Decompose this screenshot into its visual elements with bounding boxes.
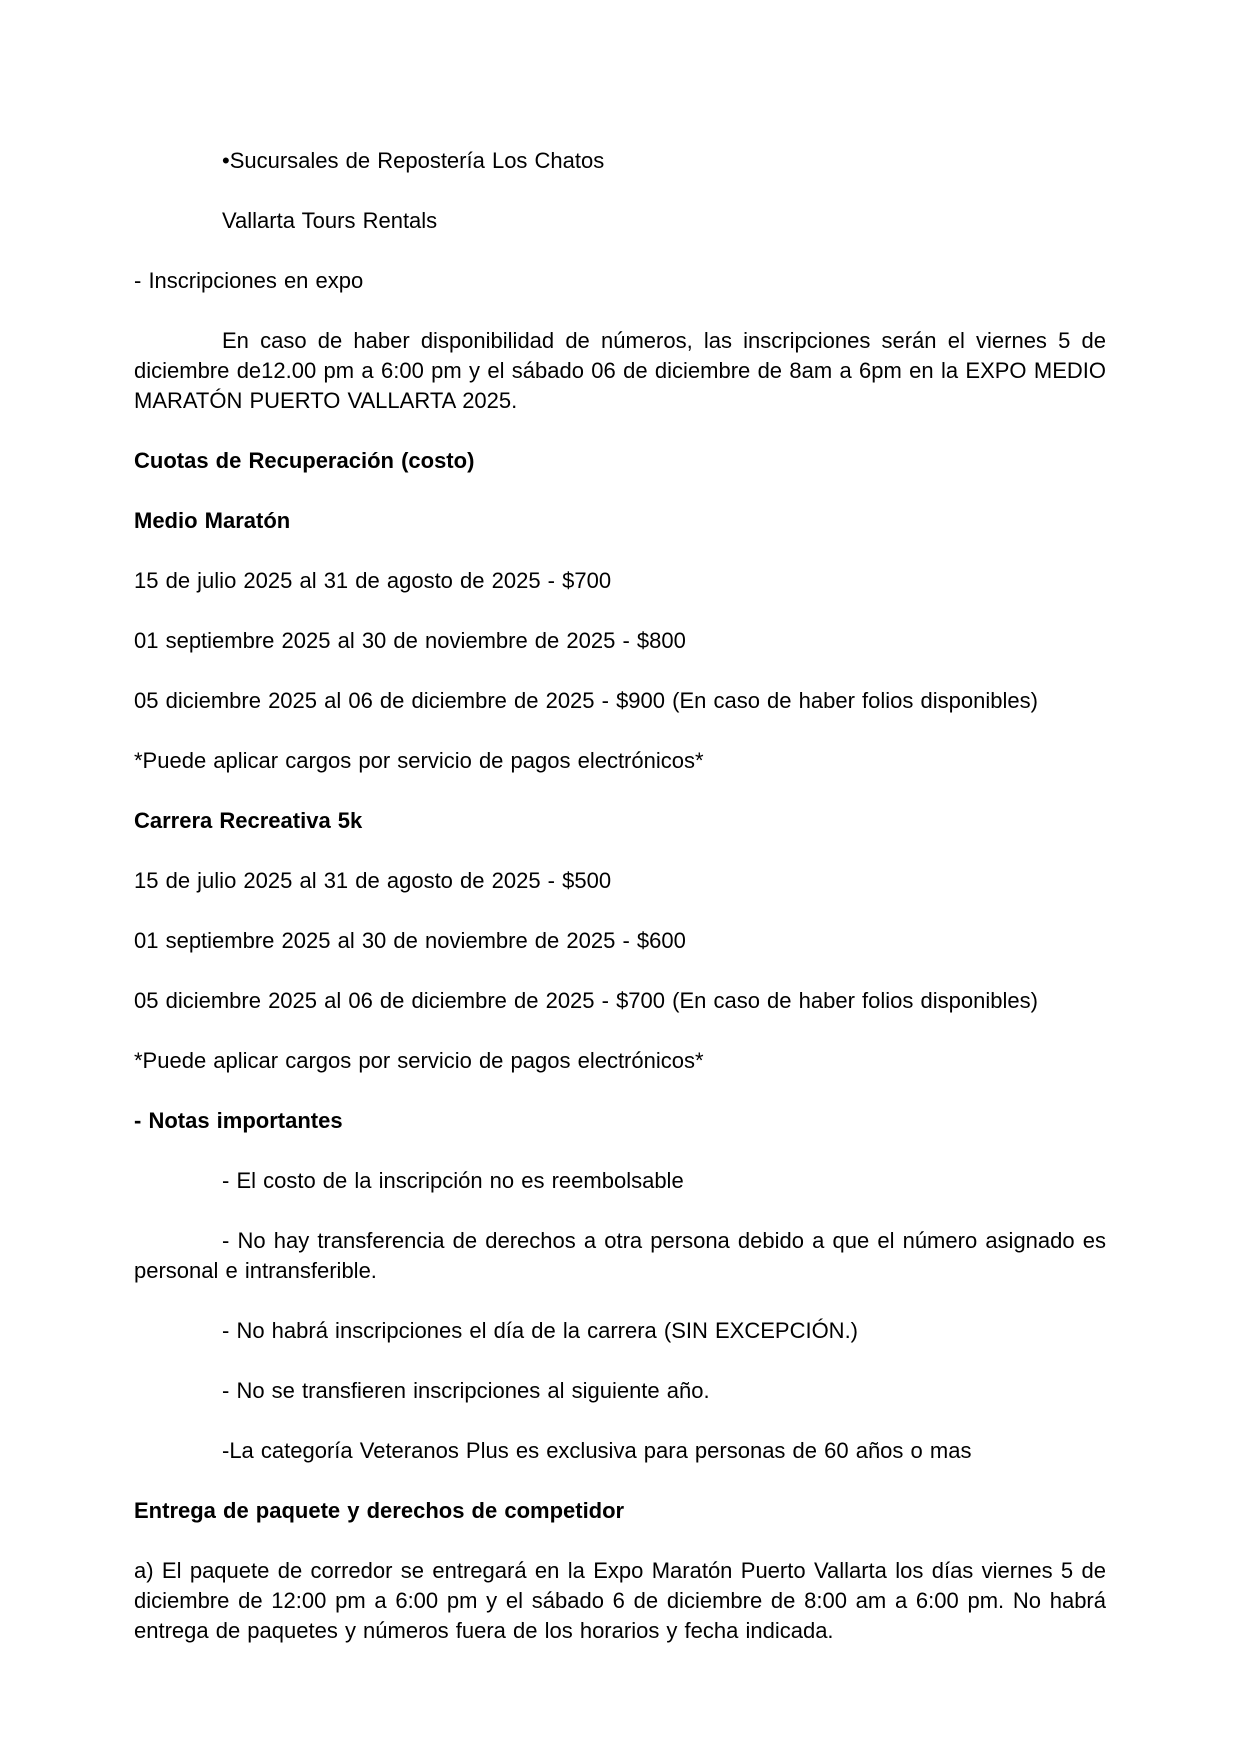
- heading-cuotas-de-recuperacion: Cuotas de Recuperación (costo): [134, 448, 475, 473]
- heading-inscripciones-en-expo: - Inscripciones en expo: [134, 268, 364, 293]
- nota-cargos-electronicos-1: *Puede aplicar cargos por servicio de pagos electrónicos*: [134, 748, 704, 773]
- nota-no-transfieren-siguiente-ano: - No se transfieren inscripciones al siguiente año.: [222, 1378, 710, 1403]
- precio-medio-maraton-periodo-3: 05 diciembre 2025 al 06 de diciembre de 2025 - $900 (En caso de haber folios disponibles): [134, 688, 1038, 713]
- heading-entrega-de-paquete: Entrega de paquete y derechos de competidor: [134, 1498, 625, 1523]
- bullet-sucursales-reposteria: •Sucursales de Repostería Los Chatos: [222, 148, 605, 173]
- nota-no-reembolsable: - El costo de la inscripción no es reembolsable: [222, 1168, 684, 1193]
- precio-medio-maraton-periodo-2: 01 septiembre 2025 al 30 de noviembre de 2025 - $800: [134, 628, 686, 653]
- heading-carrera-recreativa-5k: Carrera Recreativa 5k: [134, 808, 363, 833]
- precio-5k-periodo-3: 05 diciembre 2025 al 06 de diciembre de 2025 - $700 (En caso de haber folios disponibles): [134, 988, 1038, 1013]
- paragraph-entrega-paquete-detalle: a) El paquete de corredor se entregará en la Expo Maratón Puerto Vallarta los días viernes 5 de diciembre de 12:00 pm a 6:00 pm y el sábado 6 de diciembre de 8:00 am a 6:00 pm. No habrá entrega de paquetes y números fuera de los horarios y fecha indicada.: [134, 1558, 1106, 1643]
- precio-5k-periodo-1: 15 de julio 2025 al 31 de agosto de 2025 - $500: [134, 868, 612, 893]
- heading-notas-importantes: - Notas importantes: [134, 1108, 343, 1133]
- bullet-vallarta-tours-rentals: Vallarta Tours Rentals: [222, 208, 438, 233]
- paragraph-inscripciones-expo-detalle: En caso de haber disponibilidad de números, las inscripciones serán el viernes 5 de diciembre de12.00 pm a 6:00 pm y el sábado 06 de diciembre de 8am a 6pm en la EXPO MEDIO MARATÓN PUERTO VALLARTA 2025.: [134, 328, 1106, 413]
- heading-medio-maraton: Medio Maratón: [134, 508, 291, 533]
- precio-medio-maraton-periodo-1: 15 de julio 2025 al 31 de agosto de 2025 - $700: [134, 568, 612, 593]
- nota-no-transferencia: - No hay transferencia de derechos a otra persona debido a que el número asignado es personal e intransferible.: [134, 1228, 1106, 1283]
- nota-sin-inscripciones-dia-carrera: - No habrá inscripciones el día de la carrera (SIN EXCEPCIÓN.): [222, 1318, 859, 1343]
- precio-5k-periodo-2: 01 septiembre 2025 al 30 de noviembre de 2025 - $600: [134, 928, 686, 953]
- nota-categoria-veteranos-plus: -La categoría Veteranos Plus es exclusiva para personas de 60 años o mas: [222, 1438, 972, 1463]
- nota-cargos-electronicos-2: *Puede aplicar cargos por servicio de pagos electrónicos*: [134, 1048, 704, 1073]
